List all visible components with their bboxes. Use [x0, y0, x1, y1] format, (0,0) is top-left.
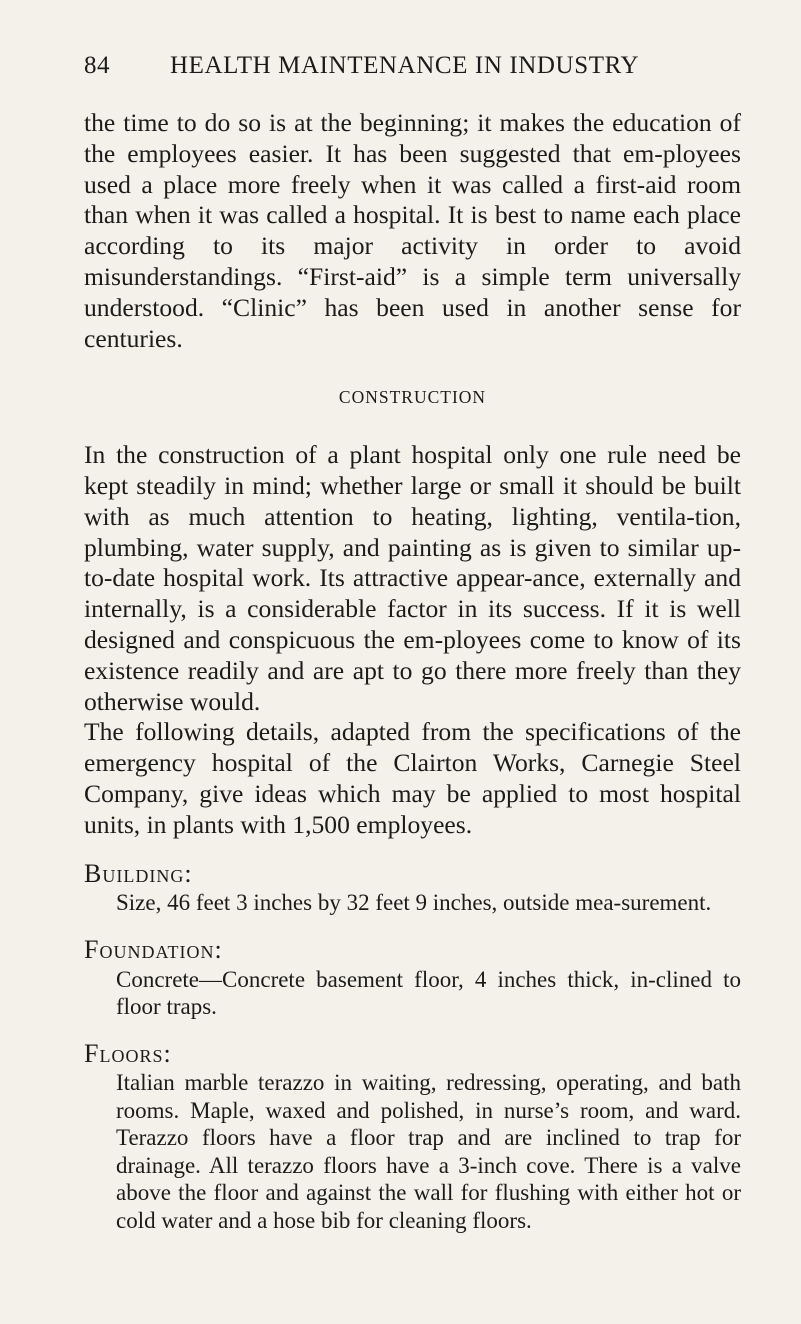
- building-text: Size, 46 feet 3 inches by 32 feet 9 inches, outside mea-surement.: [116, 890, 712, 916]
- construction-details-paragraph: The following details, adapted from the specifications of the emergency hospital of the Clairton Works, Carnegie Steel Company, give ideas which may be applied to most hospital units, in plants with 1,500 employees.: [84, 717, 741, 839]
- document-body: [84, 108, 741, 1234]
- page-number: 84: [84, 52, 110, 79]
- page-header: [84, 52, 744, 86]
- building-label: Building:: [84, 858, 193, 888]
- opening-paragraph: the time to do so is at the beginning; it makes the education of the employees easier. It has been suggested that em-ployees used a place more freely when it was called a first-aid room than when it was called a hospital. It is best to name each place according to its major activity in order to avoid misunderstandings. “First-aid” is a simple term universally understood. “Clinic” has been used in another sense for centuries.: [84, 108, 741, 353]
- running-title: HEALTH MAINTENANCE IN INDUSTRY: [170, 52, 640, 79]
- foundation-text: Concrete—Concrete basement floor, 4 inches thick, in-clined to floor traps.: [116, 966, 741, 1020]
- floors-label: Floors:: [84, 1038, 172, 1068]
- floors-text: Italian marble terazzo in waiting, redressing, operating, and bath rooms. Maple, waxed and polished, in nurse’s room, and ward. Terazzo floors have a floor trap and are inclined to trap for drainage. All terazzo floors have a 3-inch cove. There is a valve above the floor and against the wall for flushing with either hot or cold water and a hose bib for cleaning floors.: [116, 1070, 741, 1233]
- section-heading: CONSTRUCTION: [338, 387, 487, 408]
- construction-paragraph: In the construction of a plant hospital only one rule need be kept steadily in mind; whether large or small it should be built with as much attention to heating, lighting, ventila-tion, plumbing, water supply, and painting as is given to similar up-to-date hospital work. Its attractive appear-ance, externally and internally, is a considerable factor in its success. If it is well designed and conspicuous the em-ployees come to know of its existence readily and are apt to go there more freely than they otherwise would.: [84, 440, 741, 716]
- foundation-label: Foundation:: [84, 934, 223, 964]
